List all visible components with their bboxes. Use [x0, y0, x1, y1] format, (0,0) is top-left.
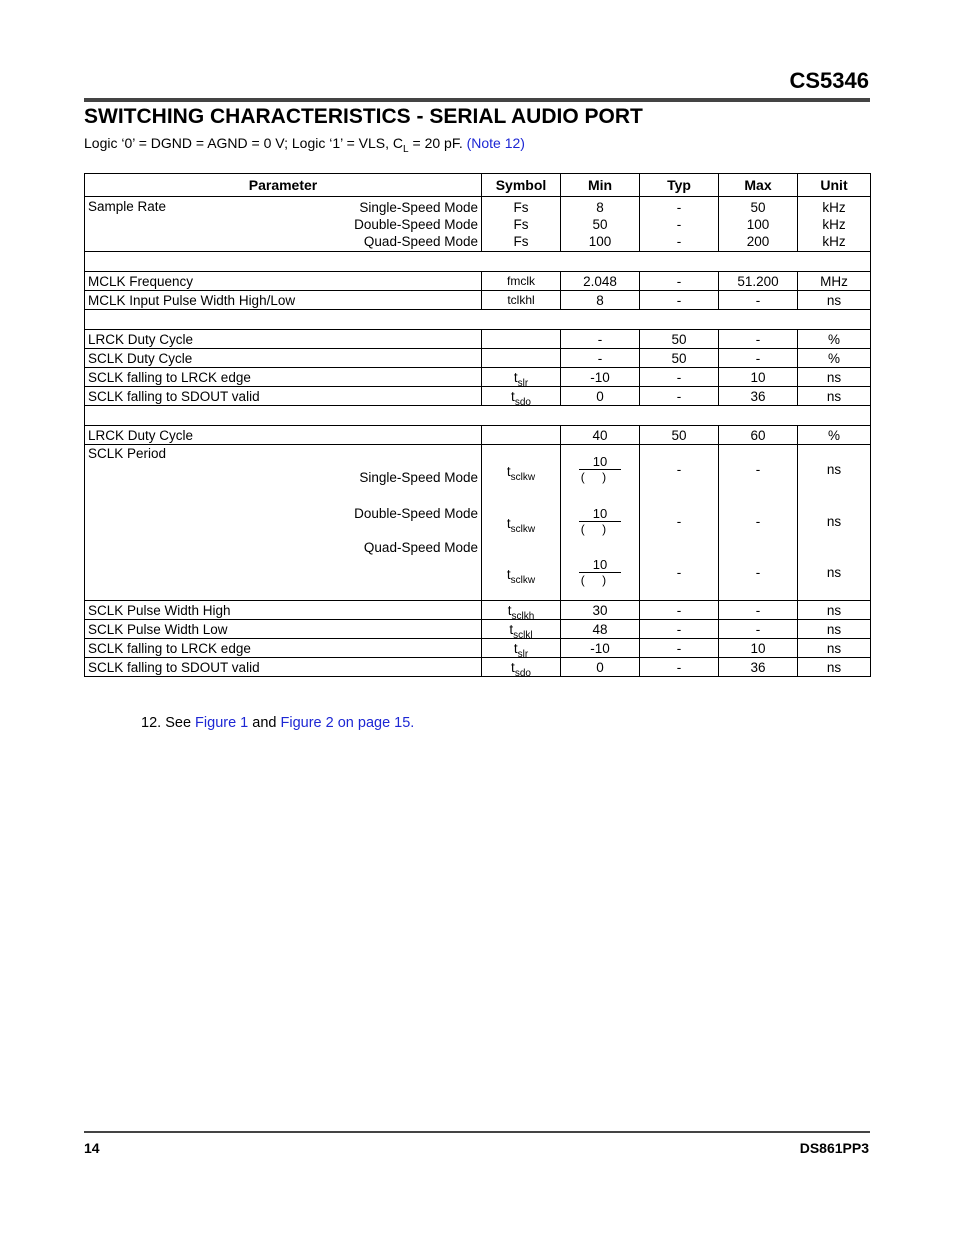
- table-row: [85, 349, 871, 368]
- header-max: Max: [719, 174, 798, 197]
- test-conditions: [84, 135, 525, 155]
- section-spacer-row: [85, 252, 871, 272]
- max-cell: -: [719, 601, 798, 620]
- mode-single: Single-Speed Mode: [359, 200, 478, 215]
- sample-rate-symbol: Fs Fs Fs: [482, 197, 561, 252]
- footnote-see: See: [165, 715, 196, 731]
- figure-2-link[interactable]: Figure 2 on page 15: [280, 715, 411, 731]
- sclk-period-min: [561, 445, 640, 601]
- param-cell: MCLK Frequency: [85, 272, 482, 291]
- symbol-cell: $t_{sclkh}$: [482, 601, 561, 620]
- note-12-link[interactable]: (Note 12): [466, 135, 525, 151]
- symbol-cell: $t_{sdo}$: [482, 658, 561, 677]
- unit-cell: %: [798, 349, 871, 368]
- sclk-mode-single: Single-Speed Mode: [359, 470, 478, 485]
- unit-cell: ns: [798, 639, 871, 658]
- symbol-cell: [482, 349, 561, 368]
- symbol-cell: $t_{slr}$: [482, 368, 561, 387]
- footnote-and: and: [248, 715, 281, 731]
- sclk-period-symbol: $t_{sclkw}$ $t_{sclkw}$ $t_{sclkw}$: [482, 445, 561, 601]
- unit-cell: ns: [798, 601, 871, 620]
- table-row: [85, 197, 871, 252]
- unit-cell: ns: [798, 620, 871, 639]
- unit-cell: ns: [798, 658, 871, 677]
- max-cell: 60: [719, 426, 798, 445]
- unit-cell: MHz: [798, 272, 871, 291]
- table-row: [85, 291, 871, 310]
- unit-cell: ns: [798, 368, 871, 387]
- min-cell: 8: [561, 291, 640, 310]
- conditions-suffix: = 20 pF.: [408, 135, 467, 151]
- symbol-cell: [482, 330, 561, 349]
- section-spacer-row: [85, 310, 871, 330]
- min-cell: -: [561, 349, 640, 368]
- section-spacer-row: [85, 406, 871, 426]
- mode-quad: Quad-Speed Mode: [363, 234, 478, 249]
- typ-cell: -: [640, 658, 719, 677]
- sclk-mode-double: Double-Speed Mode: [354, 506, 478, 521]
- sample-rate-min: 8 50 100: [561, 197, 640, 252]
- param-cell: SCLK Pulse Width Low: [85, 620, 482, 639]
- min-fraction: $\frac{10}{( )}$: [579, 558, 621, 587]
- conditions-prefix: Logic ‘0’ = DGND = AGND = 0 V; Logic ‘1’ = VLS, C: [84, 135, 404, 151]
- sample-rate-max: 50 100 200: [719, 197, 798, 252]
- table-row: [85, 272, 871, 291]
- max-cell: 36: [719, 658, 798, 677]
- part-number: CS5346: [789, 68, 869, 93]
- typ-cell: -: [640, 639, 719, 658]
- symbol-cell: [482, 426, 561, 445]
- sclk-period-typ: - - -: [640, 445, 719, 601]
- symbol-cell: $t_{slr}$: [482, 639, 561, 658]
- sample-rate-modes: [354, 199, 478, 250]
- table-row: [85, 330, 871, 349]
- sclk-period-param-cell: [85, 445, 482, 601]
- unit-cell: %: [798, 330, 871, 349]
- table-row: [85, 601, 871, 620]
- param-cell: SCLK Pulse Width High: [85, 601, 482, 620]
- unit-cell: %: [798, 426, 871, 445]
- page-number: 14: [84, 1140, 100, 1156]
- min-cell: 0: [561, 658, 640, 677]
- header-typ: Typ: [640, 174, 719, 197]
- sample-rate-param-cell: [85, 197, 482, 252]
- param-cell: SCLK falling to LRCK edge: [85, 639, 482, 658]
- section-title: SWITCHING CHARACTERISTICS - SERIAL AUDIO PORT: [84, 105, 643, 128]
- param-cell: SCLK falling to LRCK edge: [85, 368, 482, 387]
- typ-cell: 50: [640, 426, 719, 445]
- table-row: [85, 387, 871, 406]
- param-cell: SCLK falling to SDOUT valid: [85, 658, 482, 677]
- min-fraction: $\frac{10}{( )}$: [579, 455, 621, 484]
- symbol-cell: fmclk: [482, 272, 561, 291]
- min-fraction: $\frac{10}{( )}$: [579, 507, 621, 536]
- sample-rate-label: Sample Rate: [88, 199, 167, 214]
- min-cell: -: [561, 330, 640, 349]
- symbol-cell: $t_{sdo}$: [482, 387, 561, 406]
- max-cell: 51.200: [719, 272, 798, 291]
- unit-cell: ns: [798, 291, 871, 310]
- unit-cell: ns: [798, 387, 871, 406]
- mode-double: Double-Speed Mode: [354, 217, 478, 232]
- sample-rate-typ: - - -: [640, 197, 719, 252]
- typ-cell: 50: [640, 330, 719, 349]
- table-row: [85, 445, 871, 601]
- min-cell: -10: [561, 639, 640, 658]
- param-cell: MCLK Input Pulse Width High/Low: [85, 291, 482, 310]
- symbol-cell: tclkhl: [482, 291, 561, 310]
- max-cell: 10: [719, 639, 798, 658]
- header-parameter: Parameter: [85, 174, 482, 197]
- table-row: [85, 658, 871, 677]
- typ-cell: -: [640, 291, 719, 310]
- sclk-period-unit: ns ns ns: [798, 445, 871, 601]
- min-cell: 48: [561, 620, 640, 639]
- sclk-mode-quad: Quad-Speed Mode: [363, 540, 478, 555]
- max-cell: -: [719, 330, 798, 349]
- sclk-period-label: SCLK Period: [88, 446, 167, 461]
- min-cell: 40: [561, 426, 640, 445]
- param-cell: SCLK falling to SDOUT valid: [85, 387, 482, 406]
- conditions-subscript: L: [403, 144, 409, 155]
- switching-characteristics-table: [84, 173, 871, 677]
- typ-cell: -: [640, 368, 719, 387]
- header-rule: [84, 98, 870, 102]
- typ-cell: 50: [640, 349, 719, 368]
- footnote-period: .: [410, 715, 415, 731]
- param-cell: SCLK Duty Cycle: [85, 349, 482, 368]
- header-symbol: Symbol: [482, 174, 561, 197]
- max-cell: -: [719, 291, 798, 310]
- max-cell: -: [719, 620, 798, 639]
- min-cell: 0: [561, 387, 640, 406]
- param-cell: LRCK Duty Cycle: [85, 330, 482, 349]
- document-id: DS861PP3: [799, 1140, 869, 1156]
- min-cell: -10: [561, 368, 640, 387]
- table-row: [85, 639, 871, 658]
- min-cell: 2.048: [561, 272, 640, 291]
- footnote-12: [141, 715, 414, 731]
- typ-cell: -: [640, 620, 719, 639]
- max-cell: 36: [719, 387, 798, 406]
- footer-rule: [84, 1131, 870, 1133]
- typ-cell: -: [640, 601, 719, 620]
- sclk-period-max: - - -: [719, 445, 798, 601]
- table-header-row: [85, 174, 871, 197]
- table-row: [85, 620, 871, 639]
- typ-cell: -: [640, 387, 719, 406]
- header-unit: Unit: [798, 174, 871, 197]
- min-cell: 30: [561, 601, 640, 620]
- symbol-cell: $t_{sclkl}$: [482, 620, 561, 639]
- max-cell: 10: [719, 368, 798, 387]
- param-cell: LRCK Duty Cycle: [85, 426, 482, 445]
- table-row: [85, 426, 871, 445]
- typ-cell: -: [640, 272, 719, 291]
- sample-rate-unit: kHz kHz kHz: [798, 197, 871, 252]
- figure-1-link[interactable]: Figure 1: [195, 715, 249, 731]
- footnote-number: 12.: [141, 715, 162, 731]
- max-cell: -: [719, 349, 798, 368]
- header-min: Min: [561, 174, 640, 197]
- table-row: [85, 368, 871, 387]
